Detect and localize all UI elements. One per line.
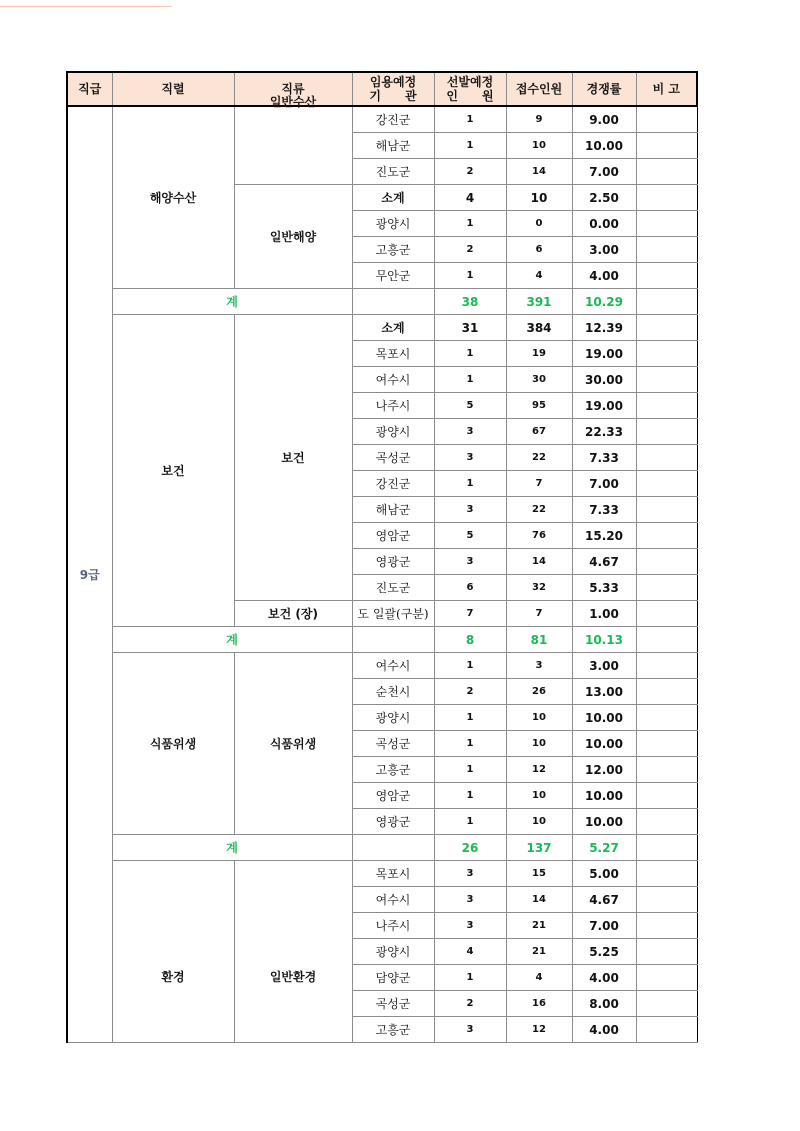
planned-cell: 38: [434, 289, 506, 315]
agency-cell: 여수시: [352, 887, 434, 913]
applicants-cell: 9: [506, 106, 572, 133]
header-grade: 직급: [67, 72, 112, 106]
class-health-special: 보건 (장): [234, 601, 352, 627]
planned-cell: 1: [434, 809, 506, 835]
agency-cell: 목포시: [352, 861, 434, 887]
ratio-cell: 10.13: [572, 627, 636, 653]
planned-cell: 1: [434, 367, 506, 393]
total-label: 계: [112, 627, 352, 653]
applicants-cell: 76: [506, 523, 572, 549]
applicants-cell: 10: [506, 185, 572, 211]
agency-cell: 목포시: [352, 341, 434, 367]
note-cell: [636, 575, 697, 601]
ratio-cell: 10.00: [572, 731, 636, 757]
ratio-cell: 7.33: [572, 445, 636, 471]
note-cell: [636, 185, 697, 211]
ratio-cell: 7.00: [572, 913, 636, 939]
ratio-cell: 30.00: [572, 367, 636, 393]
grade-cell: 9급: [67, 106, 112, 1043]
note-cell: [636, 705, 697, 731]
total-row: [67, 627, 697, 653]
agency-cell: 해남군: [352, 497, 434, 523]
agency-cell: 곡성군: [352, 731, 434, 757]
note-cell: [636, 887, 697, 913]
applicants-cell: 30: [506, 367, 572, 393]
applicants-cell: 16: [506, 991, 572, 1017]
ratio-cell: 5.33: [572, 575, 636, 601]
header-planned-line1: 선발예정: [446, 75, 494, 89]
planned-cell: 7: [434, 601, 506, 627]
ratio-cell: 3.00: [572, 237, 636, 263]
planned-cell: 3: [434, 1017, 506, 1043]
applicants-cell: 19: [506, 341, 572, 367]
series-env: 환경: [112, 861, 234, 1043]
ratio-cell: 0.00: [572, 211, 636, 237]
recruitment-table-container: [66, 71, 696, 1035]
note-cell: [636, 731, 697, 757]
ratio-cell: 7.00: [572, 159, 636, 185]
note-cell: [636, 367, 697, 393]
class-marine-general: 일반해양: [234, 185, 352, 289]
subtotal-row: [67, 315, 697, 341]
ratio-cell: 4.00: [572, 965, 636, 991]
note-cell: [636, 861, 697, 887]
agency-cell: [352, 627, 434, 653]
ratio-cell: 5.25: [572, 939, 636, 965]
agency-cell: [352, 289, 434, 315]
agency-cell: 나주시: [352, 913, 434, 939]
total-row: [67, 835, 697, 861]
note-cell: [636, 393, 697, 419]
note-cell: [636, 913, 697, 939]
planned-cell: 31: [434, 315, 506, 341]
ratio-cell: 4.67: [572, 549, 636, 575]
applicants-cell: 14: [506, 549, 572, 575]
ratio-cell: 7.00: [572, 471, 636, 497]
agency-cell: 순천시: [352, 679, 434, 705]
ratio-cell: 2.50: [572, 185, 636, 211]
planned-cell: 3: [434, 445, 506, 471]
total-label: 계: [112, 289, 352, 315]
ratio-cell: 10.29: [572, 289, 636, 315]
header-agency-line1: 임용예정: [369, 75, 417, 89]
planned-cell: 2: [434, 237, 506, 263]
ratio-cell: 4.00: [572, 263, 636, 289]
applicants-cell: 67: [506, 419, 572, 445]
class-marine-top-label: 일반수산: [269, 95, 317, 109]
ratio-cell: 15.20: [572, 523, 636, 549]
planned-cell: 3: [434, 549, 506, 575]
note-cell: [636, 939, 697, 965]
table-row: [67, 653, 697, 679]
applicants-cell: 10: [506, 133, 572, 159]
header-applicants: 접수인원: [506, 72, 572, 106]
applicants-cell: 10: [506, 809, 572, 835]
agency-cell: 광양시: [352, 211, 434, 237]
header-ratio: 경쟁률: [572, 72, 636, 106]
agency-cell: 고흥군: [352, 1017, 434, 1043]
total-row: [67, 289, 697, 315]
ratio-cell: 3.00: [572, 653, 636, 679]
planned-cell: 1: [434, 965, 506, 991]
ratio-cell: 12.00: [572, 757, 636, 783]
agency-cell: [352, 835, 434, 861]
header-agency: [352, 72, 434, 106]
note-cell: [636, 289, 697, 315]
agency-cell: 진도군: [352, 159, 434, 185]
applicants-cell: 4: [506, 263, 572, 289]
header-planned-line2: 인 원: [446, 89, 494, 103]
ratio-cell: 8.00: [572, 991, 636, 1017]
note-cell: [636, 523, 697, 549]
ratio-cell: 19.00: [572, 341, 636, 367]
applicants-cell: 0: [506, 211, 572, 237]
planned-cell: 5: [434, 393, 506, 419]
header-class: 직류: [234, 72, 352, 106]
planned-cell: 4: [434, 939, 506, 965]
agency-cell: 광양시: [352, 419, 434, 445]
note-cell: [636, 133, 697, 159]
agency-cell: 영광군: [352, 809, 434, 835]
agency-cell: 영암군: [352, 523, 434, 549]
applicants-cell: 7: [506, 601, 572, 627]
planned-cell: 1: [434, 471, 506, 497]
applicants-cell: 21: [506, 913, 572, 939]
note-cell: [636, 679, 697, 705]
note-cell: [636, 757, 697, 783]
applicants-cell: 391: [506, 289, 572, 315]
applicants-cell: 6: [506, 237, 572, 263]
note-cell: [636, 809, 697, 835]
subtotal-label: 소계: [352, 185, 434, 211]
note-cell: [636, 263, 697, 289]
applicants-cell: 3: [506, 653, 572, 679]
note-cell: [636, 627, 697, 653]
applicants-cell: 10: [506, 705, 572, 731]
planned-cell: 2: [434, 679, 506, 705]
subtotal-label: 소계: [352, 315, 434, 341]
planned-cell: 1: [434, 731, 506, 757]
applicants-cell: 384: [506, 315, 572, 341]
agency-cell: 해남군: [352, 133, 434, 159]
planned-cell: 1: [434, 341, 506, 367]
agency-cell: 강진군: [352, 471, 434, 497]
note-cell: [636, 445, 697, 471]
ratio-cell: 10.00: [572, 809, 636, 835]
planned-cell: 1: [434, 263, 506, 289]
ratio-cell: 1.00: [572, 601, 636, 627]
note-cell: [636, 315, 697, 341]
total-label: 계: [112, 835, 352, 861]
applicants-cell: 95: [506, 393, 572, 419]
ratio-cell: 9.00: [572, 106, 636, 133]
ratio-cell: 12.39: [572, 315, 636, 341]
planned-cell: 1: [434, 653, 506, 679]
agency-cell: 진도군: [352, 575, 434, 601]
ratio-cell: 10.00: [572, 783, 636, 809]
applicants-cell: 26: [506, 679, 572, 705]
agency-cell: 도 일괄(구분): [352, 601, 434, 627]
series-health: 보건: [112, 315, 234, 627]
planned-cell: 5: [434, 523, 506, 549]
note-cell: [636, 106, 697, 133]
planned-cell: 3: [434, 497, 506, 523]
agency-cell: 곡성군: [352, 991, 434, 1017]
planned-cell: 1: [434, 133, 506, 159]
table-row: [67, 106, 697, 133]
applicants-cell: 14: [506, 159, 572, 185]
planned-cell: 3: [434, 861, 506, 887]
table-header-row: [67, 72, 697, 106]
class-marine-top: [234, 95, 352, 185]
note-cell: [636, 341, 697, 367]
planned-cell: 3: [434, 913, 506, 939]
note-cell: [636, 497, 697, 523]
ratio-cell: 10.00: [572, 705, 636, 731]
note-cell: [636, 601, 697, 627]
planned-cell: 3: [434, 419, 506, 445]
table-row: [67, 861, 697, 887]
planned-cell: 1: [434, 705, 506, 731]
planned-cell: 8: [434, 627, 506, 653]
agency-cell: 담양군: [352, 965, 434, 991]
applicants-cell: 12: [506, 757, 572, 783]
planned-cell: 6: [434, 575, 506, 601]
ratio-cell: 4.00: [572, 1017, 636, 1043]
agency-cell: 고흥군: [352, 757, 434, 783]
agency-cell: 곡성군: [352, 445, 434, 471]
ratio-cell: 5.00: [572, 861, 636, 887]
agency-cell: 영암군: [352, 783, 434, 809]
applicants-cell: 4: [506, 965, 572, 991]
ratio-cell: 5.27: [572, 835, 636, 861]
applicants-cell: 137: [506, 835, 572, 861]
planned-cell: 2: [434, 991, 506, 1017]
agency-cell: 나주시: [352, 393, 434, 419]
note-cell: [636, 783, 697, 809]
planned-cell: 3: [434, 887, 506, 913]
planned-cell: 2: [434, 159, 506, 185]
applicants-cell: 81: [506, 627, 572, 653]
agency-cell: 광양시: [352, 939, 434, 965]
note-cell: [636, 1017, 697, 1043]
note-cell: [636, 419, 697, 445]
ratio-cell: 13.00: [572, 679, 636, 705]
applicants-cell: 32: [506, 575, 572, 601]
note-cell: [636, 237, 697, 263]
ratio-cell: 19.00: [572, 393, 636, 419]
applicants-cell: 7: [506, 471, 572, 497]
planned-cell: 1: [434, 783, 506, 809]
header-agency-line2: 기 관: [369, 89, 417, 103]
applicants-cell: 22: [506, 445, 572, 471]
note-cell: [636, 211, 697, 237]
class-env: 일반환경: [234, 861, 352, 1043]
agency-cell: 고흥군: [352, 237, 434, 263]
note-cell: [636, 991, 697, 1017]
agency-cell: 광양시: [352, 705, 434, 731]
planned-cell: 4: [434, 185, 506, 211]
applicants-cell: 21: [506, 939, 572, 965]
agency-cell: 영광군: [352, 549, 434, 575]
ratio-cell: 4.67: [572, 887, 636, 913]
applicants-cell: 14: [506, 887, 572, 913]
note-cell: [636, 549, 697, 575]
applicants-cell: 10: [506, 783, 572, 809]
applicants-cell: 22: [506, 497, 572, 523]
planned-cell: 26: [434, 835, 506, 861]
note-cell: [636, 471, 697, 497]
ratio-cell: 10.00: [572, 133, 636, 159]
note-cell: [636, 965, 697, 991]
ratio-cell: 7.33: [572, 497, 636, 523]
header-series: 직렬: [112, 72, 234, 106]
page-top-rule: [0, 6, 172, 7]
series-food: 식품위생: [112, 653, 234, 835]
note-cell: [636, 653, 697, 679]
note-cell: [636, 835, 697, 861]
class-food: 식품위생: [234, 653, 352, 835]
agency-cell: 무안군: [352, 263, 434, 289]
planned-cell: 1: [434, 757, 506, 783]
agency-cell: 여수시: [352, 653, 434, 679]
class-health: 보건: [234, 315, 352, 601]
applicants-cell: 12: [506, 1017, 572, 1043]
series-marine: 해양수산: [112, 106, 234, 289]
applicants-cell: 15: [506, 861, 572, 887]
header-planned: [434, 72, 506, 106]
agency-cell: 강진군: [352, 106, 434, 133]
recruitment-table: [66, 71, 698, 1043]
planned-cell: 1: [434, 106, 506, 133]
header-note: 비 고: [636, 72, 697, 106]
applicants-cell: 10: [506, 731, 572, 757]
note-cell: [636, 159, 697, 185]
planned-cell: 1: [434, 211, 506, 237]
ratio-cell: 22.33: [572, 419, 636, 445]
agency-cell: 여수시: [352, 367, 434, 393]
